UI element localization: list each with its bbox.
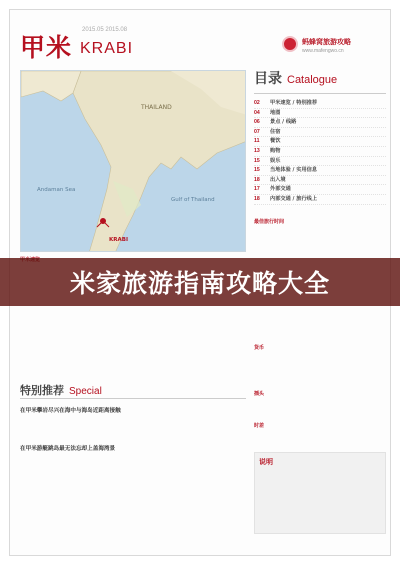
catalogue xyxy=(254,68,386,210)
catalogue-item[interactable] xyxy=(254,195,386,205)
catalogue-title xyxy=(254,68,386,94)
brand-title-en: KRABI xyxy=(80,40,134,57)
timezone-label: 时差 xyxy=(254,423,265,429)
notes-box xyxy=(254,452,386,534)
catalogue-item-label: 外部交通 xyxy=(270,186,291,193)
catalogue-item-label: 出入境 xyxy=(270,176,286,183)
catalogue-item[interactable] xyxy=(254,99,386,109)
catalogue-title-cn: 目录 xyxy=(254,71,282,87)
region-map xyxy=(20,70,246,252)
catalogue-item[interactable] xyxy=(254,166,386,176)
special-item-2-heading: 在甲米游艇跳岛最无法忘却上盖海湾景 xyxy=(20,446,116,452)
catalogue-item-page: 17 xyxy=(254,186,260,193)
catalogue-item[interactable] xyxy=(254,128,386,138)
map-label-country: THAILAND xyxy=(141,104,172,111)
catalogue-item-page: 15 xyxy=(254,167,260,174)
special-divider xyxy=(20,398,246,399)
special-heading xyxy=(20,382,102,398)
special-body xyxy=(20,403,246,452)
map-label-sea: Andaman Sea xyxy=(37,187,76,193)
notes-label: 说明 xyxy=(259,458,273,466)
catalogue-item[interactable] xyxy=(254,109,386,119)
catalogue-item-page: 15 xyxy=(254,157,260,164)
catalogue-item[interactable] xyxy=(254,118,386,128)
catalogue-item-page: 18 xyxy=(254,176,260,183)
catalogue-item[interactable] xyxy=(254,176,386,186)
catalogue-item[interactable] xyxy=(254,147,386,157)
catalogue-item[interactable] xyxy=(254,157,386,167)
catalogue-item-page: 13 xyxy=(254,147,260,154)
catalogue-item[interactable] xyxy=(254,137,386,147)
plug-label: 插头 xyxy=(254,391,265,397)
catalogue-item-label: 地图 xyxy=(270,109,281,116)
publisher-name: 蚂蜂窝旅游攻略 xyxy=(302,38,351,46)
catalogue-item-label: 购物 xyxy=(270,147,281,154)
catalogue-item-page: 18 xyxy=(254,195,260,202)
page-header xyxy=(10,10,391,68)
catalogue-item-label: 景点 / 线路 xyxy=(270,119,297,126)
best-time-label: 最佳旅行时间 xyxy=(254,219,285,225)
special-title-en: Special xyxy=(69,386,102,397)
map-label-gulf: Gulf of Thailand xyxy=(171,197,215,203)
map-label-city: KRABI xyxy=(109,237,128,243)
catalogue-item-page: 07 xyxy=(254,128,260,135)
title-banner xyxy=(0,258,400,306)
catalogue-item-label: 甲米速览 / 特别推荐 xyxy=(270,100,318,106)
publisher-url: www.mafengwo.cn xyxy=(302,48,344,54)
catalogue-item-page: 02 xyxy=(254,100,260,106)
catalogue-list xyxy=(254,99,386,205)
catalogue-item[interactable] xyxy=(254,185,386,195)
special-title-cn: 特别推荐 xyxy=(20,384,64,397)
catalogue-item-page: 04 xyxy=(254,109,260,116)
catalogue-item-page: 06 xyxy=(254,119,260,126)
banner-title: 米家旅游指南攻略大全 xyxy=(69,269,330,298)
catalogue-item-page: 11 xyxy=(254,138,260,145)
right-info-lower xyxy=(254,310,386,430)
currency-label: 货币 xyxy=(254,345,265,351)
right-info-top xyxy=(254,218,386,226)
publisher-logo-icon xyxy=(282,36,298,52)
catalogue-item-label: 内部交通 / 旅行线上 xyxy=(270,195,318,202)
catalogue-item-label: 娱乐 xyxy=(270,157,281,164)
catalogue-item-label: 当地体验 / 实用信息 xyxy=(270,167,318,174)
brand-title-cn: 甲米 xyxy=(20,33,73,62)
header-meta: 2015.05 2015.08 xyxy=(82,27,128,33)
catalogue-title-en: Catalogue xyxy=(287,74,338,86)
catalogue-item-label: 住宿 xyxy=(270,128,281,135)
special-item-1-heading: 在甲米攀岩尽兴在海中与海岛近距离接触 xyxy=(20,408,121,414)
catalogue-item-label: 餐饮 xyxy=(270,138,281,145)
